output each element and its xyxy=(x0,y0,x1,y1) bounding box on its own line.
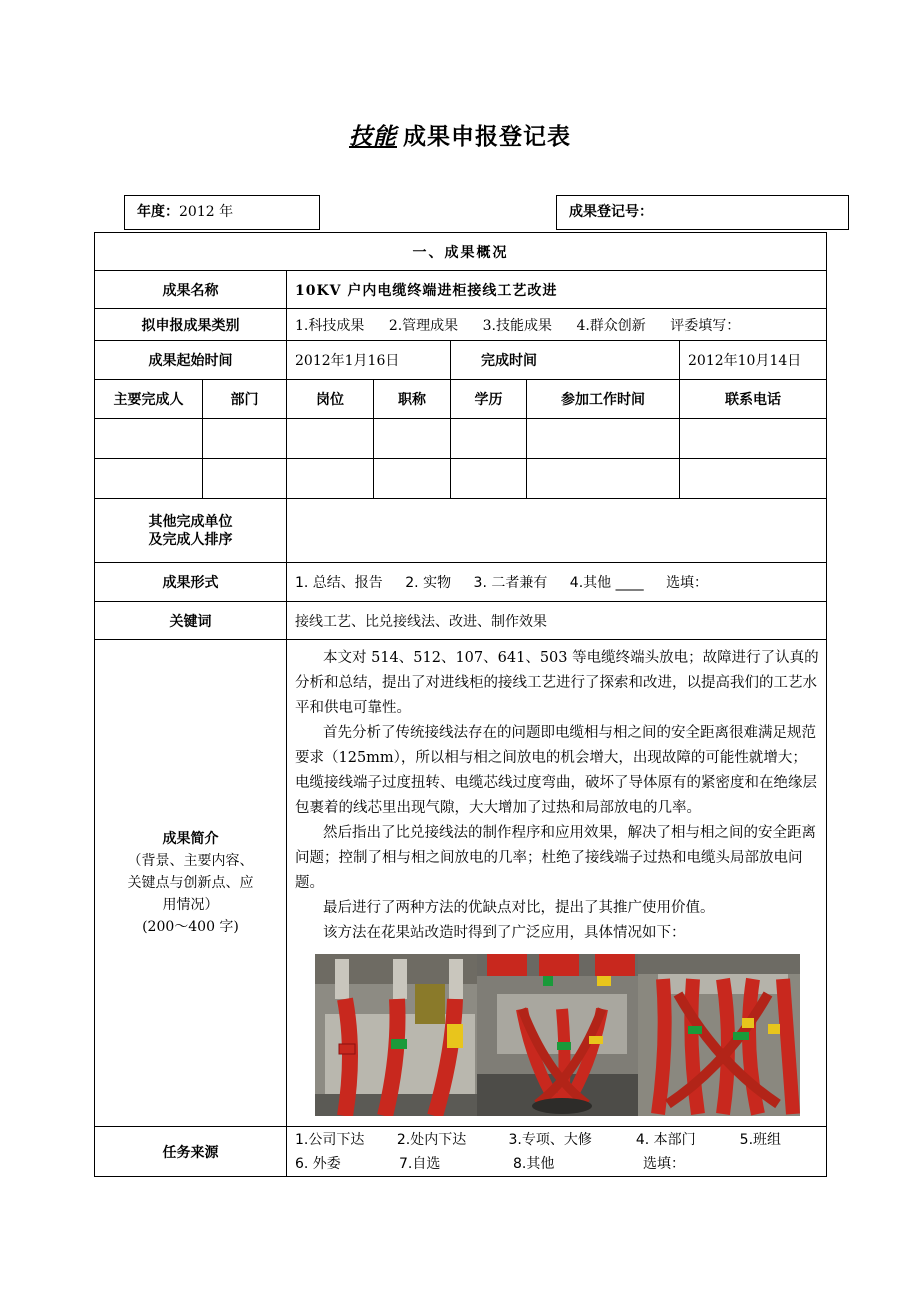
cable-photo-2 xyxy=(477,954,639,1116)
keywords-value: 接线工艺、比兑接线法、改进、制作效果 xyxy=(287,602,827,640)
empty-cell xyxy=(287,419,374,459)
keywords-label: 关键词 xyxy=(95,602,287,640)
title-main: 成果申报登记表 xyxy=(403,124,571,150)
cable-photo-1 xyxy=(315,954,477,1116)
empty-cell xyxy=(680,419,827,459)
registration-box xyxy=(556,195,849,230)
registration-label: 成果登记号： xyxy=(569,204,653,220)
task-source-option: 8.其他 xyxy=(513,1155,555,1172)
people-header: 主要完成人 xyxy=(95,380,203,419)
category-options xyxy=(287,309,827,341)
category-option: 评委填写： xyxy=(670,317,741,334)
form-option: 4.其他 ____ xyxy=(569,575,644,591)
summary-paragraph: 该方法在花果站改造时得到了广泛应用，具体情况如下： xyxy=(323,925,686,941)
table-row xyxy=(95,459,827,499)
start-time-label: 成果起始时间 xyxy=(95,341,287,380)
people-header: 学历 xyxy=(451,380,527,419)
summary-label-line: (200～400 字) xyxy=(142,919,239,935)
empty-cell xyxy=(203,459,287,499)
task-source-row xyxy=(295,1152,818,1176)
year-value: 2012 年 xyxy=(179,204,234,220)
people-header: 参加工作时间 xyxy=(527,380,680,419)
empty-cell xyxy=(451,459,527,499)
empty-cell xyxy=(527,459,680,499)
summary-paragraph: 最后进行了两种方法的优缺点对比，提出了其推广使用价值。 xyxy=(323,900,715,916)
empty-cell xyxy=(374,459,451,499)
category-option: 4.群众创新 xyxy=(576,317,646,334)
form-option: 3. 二者兼有 xyxy=(473,575,548,591)
end-time-label: 完成时间 xyxy=(451,341,680,380)
summary-label-line: 关键点与创新点、应 xyxy=(127,875,254,891)
summary-paragraph: 本文对 514、512、107、641、503 等电缆终端头放电；故障进行了认真的分析和总结，提出了对进线柜的接线工艺进行了探索和改进，以提高我们的工艺水平和供电可靠性。 xyxy=(295,650,819,716)
other-units-label-line: 其他完成单位 xyxy=(148,513,233,530)
cable-photo-3 xyxy=(638,954,800,1116)
empty-cell xyxy=(287,459,374,499)
task-source-options xyxy=(287,1127,827,1177)
people-header: 部门 xyxy=(203,380,287,419)
empty-cell xyxy=(95,419,203,459)
other-units-value xyxy=(287,499,827,563)
photo-strip xyxy=(295,946,820,1126)
empty-cell xyxy=(451,419,527,459)
task-source-option: 6. 外委 xyxy=(295,1155,341,1172)
summary-label-line: 用情况） xyxy=(162,897,219,913)
summary-label-title: 成果简介 xyxy=(162,831,219,847)
application-form-table xyxy=(94,232,827,1177)
year-box xyxy=(124,195,320,230)
form-option: 1. 总结、报告 xyxy=(295,575,383,591)
people-header: 联系电话 xyxy=(680,380,827,419)
achievement-name-value: 10KV 户内电缆终端进柜接线工艺改进 xyxy=(287,271,827,309)
other-units-label xyxy=(95,499,287,563)
task-source-row xyxy=(295,1128,818,1152)
form-option: 2. 实物 xyxy=(405,575,452,591)
achievement-name-label: 成果名称 xyxy=(95,271,287,309)
empty-cell xyxy=(203,419,287,459)
category-label: 拟申报成果类别 xyxy=(95,309,287,341)
title-prefix: 技能 xyxy=(349,124,397,150)
summary-label-line: （背景、主要内容、 xyxy=(127,853,254,869)
task-source-option: 2.处内下达 xyxy=(396,1131,467,1148)
empty-cell xyxy=(527,419,680,459)
category-option: 3.技能成果 xyxy=(482,317,552,334)
summary-content xyxy=(287,640,827,1127)
page-title xyxy=(0,118,920,151)
category-option: 1.科技成果 xyxy=(295,317,365,334)
summary-label xyxy=(95,640,287,1127)
people-header: 岗位 xyxy=(287,380,374,419)
section-heading: 一、成果概况 xyxy=(95,233,827,271)
task-source-option: 7.自选 xyxy=(399,1155,441,1172)
empty-cell xyxy=(680,459,827,499)
task-source-option: 3.专项、大修 xyxy=(508,1131,592,1148)
task-source-option: 5.班组 xyxy=(739,1131,782,1148)
people-header: 职称 xyxy=(374,380,451,419)
summary-paragraph: 然后指出了比兑接线法的制作程序和应用效果，解决了相与相之间的安全距离问题；控制了相与相之间放电的几率；杜绝了接线端子过热和电缆头局部放电问题。 xyxy=(295,825,816,891)
task-source-label: 任务来源 xyxy=(95,1127,287,1177)
start-time-value: 2012年1月16日 xyxy=(287,341,451,380)
task-source-option: 1.公司下达 xyxy=(295,1131,365,1148)
summary-paragraph: 首先分析了传统接线法存在的问题即电缆相与相之间的安全距离很难满足规范要求（125mm），所以相与相之间放电的机会增大，出现故障的可能性就增大；电缆接线端子过度扭转、电缆芯线过度弯曲，破坏了导体原有的紧密度和在绝缘层包裹着的线芯里出现气隙，大大增加了过热和局部放电的几率。 xyxy=(295,725,817,816)
task-source-option: 选填： xyxy=(643,1155,685,1172)
year-label: 年度： xyxy=(137,204,179,220)
form-label: 成果形式 xyxy=(95,563,287,602)
empty-cell xyxy=(95,459,203,499)
table-row xyxy=(95,419,827,459)
task-source-option: 4. 本部门 xyxy=(635,1131,696,1148)
form-options xyxy=(287,563,827,602)
form-option: 选填： xyxy=(666,575,709,591)
end-time-value: 2012年10月14日 xyxy=(680,341,827,380)
empty-cell xyxy=(374,419,451,459)
other-units-label-line: 及完成人排序 xyxy=(148,531,233,548)
category-option: 2.管理成果 xyxy=(388,317,459,334)
